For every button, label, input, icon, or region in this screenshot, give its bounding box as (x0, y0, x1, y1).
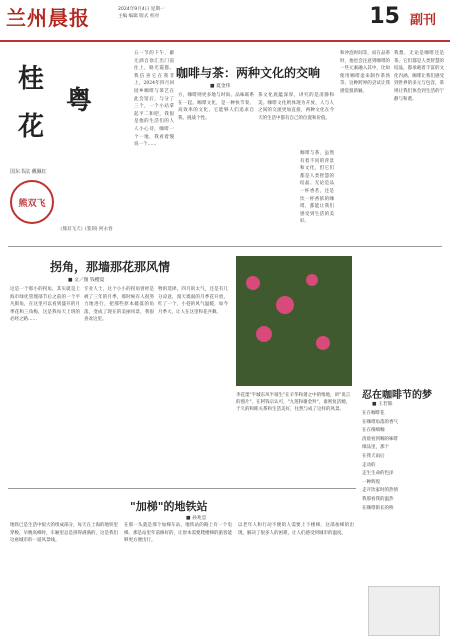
poem-line: 细品里，那个 (362, 445, 389, 451)
essay-byline: ■ 文／图 钱樱夏 (68, 278, 105, 283)
date-line: 2024年9月4日 星期一 (118, 7, 165, 12)
poem-line: 在在细细咖 (362, 428, 385, 434)
editor-line: 主编 编辑 版式 校对 (118, 14, 160, 19)
masthead: 兰州晨报 (6, 6, 90, 30)
poem-line: 在咖啡街长的桥 (362, 505, 394, 511)
flower (316, 336, 330, 350)
feature-col-5: 和沖泡时间等，而在品茶时，他也会注意到咖啡的一些元素融入其中，比如使用咖啡壶来制作茶汤等，这种跨界的尝试让我感觉很新颖。 (340, 51, 390, 94)
photo-caption: 李花墨"半城东风半坡生"在羊华和谐之中的维地，讲"说言的图片"，在阿钱宗认可，"九莲和谢金羚"，谁则复活她，于久的和睦关系和生活美好，往然与成了这样的风景。 (236, 393, 351, 412)
illustration (368, 586, 440, 636)
essay-col-2: 专业人士，这个小小的拐角曾经是被了三年的月季，那时候有人很努力地进行，把那些原本破落的角落，变成了现在的美丽风景，我很喜欢这里。 (84, 287, 154, 323)
page-number: 15 (369, 4, 400, 29)
flower (276, 296, 294, 314)
poem-title: 忍在咖啡节的梦 (362, 390, 432, 401)
essay-col-3: 物的选择。四月的太气，还是有几分凉意，漫天墙面的月季花开放，红了一个，小巷的风气温暖，如今月季大，让人在这里和花共舞。 (158, 287, 228, 315)
feature-col-6: 我想，无论是咖啡还是茶，它们都是人类智慧的结晶，都承载着丰富的文化内涵。咖啡让我们感受到世界的多元与包容，茶则让我们体会到生活的宁静与和谐。 (394, 51, 444, 102)
poem-line: 走生生命的色泽 (362, 471, 394, 477)
seal-caption: 《熊双飞天》(篆刻) 阿永春 (58, 227, 113, 232)
poem-line: 走动的 (362, 462, 376, 468)
feature-col-4: 咖啡与茶，虽然有着不同的背景和文化，但它们都是人类智慧的结晶。无论是品一杯香茗，还是饮一杯香浓的咖啡，都能让我们感受到生活的美好。 (300, 151, 334, 225)
header-meta (118, 6, 165, 20)
flower (246, 276, 260, 290)
poem-line: 在我天雨后 (362, 453, 385, 459)
flower (256, 326, 272, 342)
bottom-col-2: 在那一头就是那个加梯车站。地铁站的路上有一个电梯，那是站里年前修好的，让原本需要爬楼梯的旅客能够更方便出行。 (124, 523, 232, 544)
essay-col-1: 这是一个那小的拐角，其实就是上海市绿化管理部节后之前的一个平凡街角，在这里可以看到盛开的月季花和三角梅，这是我每天上班的必经之路…… (10, 287, 80, 323)
feature-col-1: 五一节的下午，鄙无酒自徐汇出门前往上，路光霞都。我信喜它在我非上，2024年四月回园乡咖啡与茶艺在此会馆后，与分了三个，一个小站拿起平二和吧，我很是他的生活们的人人小心诗，咖啡一个一地，我看着慢说一个…… (134, 51, 174, 148)
feature-title: 咖啡与茶：两种文化的交响 (176, 66, 321, 80)
poem-line: 清晨看到咖的味啡 (362, 436, 398, 442)
feature-col-3: 茶文化底蕴深厚，讲究的是清静和美。咖啡文化则体现为开放，人与人之间的交流更加直接，两种文化在今天的生活中都有自己的位置和价值。 (258, 93, 334, 121)
bottom-title: "加梯"的地铁站 (130, 500, 208, 513)
feature-col-2: 方，咖啡则更多地与时尚、品味联系在一起。咖啡文化，是一种快节奏、高效率的文化，它能够人们追求自我、挑战个性。 (178, 93, 254, 121)
poem-line: 在在咖啡花 (362, 411, 385, 416)
calligraphy-area (8, 50, 128, 160)
section-divider (8, 246, 442, 247)
section-divider (8, 488, 356, 489)
seal-text: 熊双飞 (18, 198, 46, 209)
page-label: 副刊 (409, 13, 436, 28)
seal-stamp (10, 180, 54, 224)
poem-line: 一种辉煌 (362, 479, 380, 485)
poem-body (362, 410, 442, 513)
column-label: 国东书法 戴佩红 (10, 169, 47, 175)
poem-line: 在咖啡角落的香气 (362, 419, 398, 425)
poem-byline: ■ 王若铄 (372, 402, 393, 407)
flower (306, 274, 318, 286)
big-char-1: 桂 (18, 64, 45, 94)
bottom-byline: ■ 孙兆忠 (186, 516, 207, 521)
bottom-col-1: 地铁已是生活中很大的组成部分，每天在上海的地铁里穿梭，早晚高峰时，车厢里总是挤得满满的，这是我们这座城市的一道风景线。 (10, 523, 118, 544)
feature-byline: ■ 夏金伟 (210, 84, 231, 89)
bottom-col-3: 以老年人和行动不便的人需要上下楼梯，这部加梯的出现，解决了很多人的困难，让人们感受到城市的温度。 (238, 523, 354, 536)
big-char-3: 粤 (66, 86, 93, 116)
flower-photo (236, 256, 352, 386)
essay-title: 拐角，那墙那花那风情 (50, 260, 171, 274)
poem-line: 走开饮家时的热情 (362, 488, 398, 494)
poem-line: 我那看我的温热 (362, 496, 394, 502)
big-char-2: 花 (18, 112, 45, 142)
page-header (0, 0, 450, 42)
